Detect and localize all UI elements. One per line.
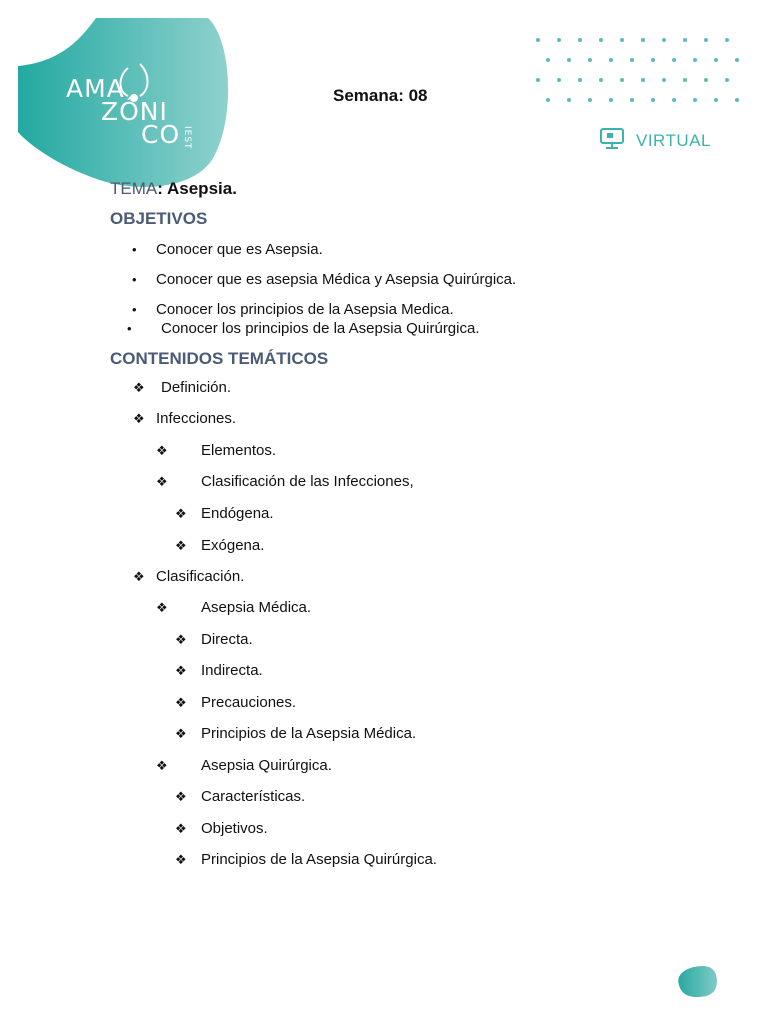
decorative-dot bbox=[725, 38, 729, 42]
topic-key: TEMA bbox=[110, 179, 158, 198]
topic-value: Asepsia. bbox=[167, 179, 237, 198]
decorative-dot bbox=[725, 78, 729, 82]
content-item: Clasificación. bbox=[156, 568, 245, 585]
decorative-dot bbox=[557, 38, 561, 42]
content-item: Características. bbox=[201, 788, 306, 805]
diamond-bullet-icon: ❖ bbox=[156, 600, 168, 615]
diamond-bullet-icon: ❖ bbox=[156, 443, 168, 458]
decorative-dot bbox=[557, 78, 561, 82]
content-item: Exógena. bbox=[201, 537, 265, 554]
bullet-icon: • bbox=[132, 302, 137, 317]
diamond-bullet-icon: ❖ bbox=[156, 758, 168, 773]
content-item: Asepsia Quirúrgica. bbox=[201, 757, 332, 774]
diamond-bullet-icon: ❖ bbox=[175, 538, 187, 553]
topic-line: TEMA: Asepsia. bbox=[110, 179, 237, 198]
decorative-dot bbox=[704, 38, 708, 42]
decorative-dot bbox=[578, 38, 582, 42]
diamond-bullet-icon: ❖ bbox=[156, 474, 168, 489]
objective-item: Conocer los principios de la Asepsia Quirúrgica. bbox=[161, 320, 480, 337]
decorative-dot bbox=[683, 78, 687, 82]
diamond-bullet-icon: ❖ bbox=[175, 632, 187, 647]
content-item: Indirecta. bbox=[201, 662, 263, 679]
decorative-dot bbox=[536, 38, 540, 42]
decorative-dot bbox=[536, 78, 540, 82]
diamond-bullet-icon: ❖ bbox=[133, 411, 145, 426]
decorative-dot bbox=[620, 38, 624, 42]
diamond-bullet-icon: ❖ bbox=[175, 726, 187, 741]
decorative-dot bbox=[735, 98, 739, 102]
footer-decoration bbox=[675, 963, 721, 999]
monitor-icon bbox=[598, 126, 626, 155]
logo-line-2: ZÓNI bbox=[101, 97, 168, 126]
decorative-dot bbox=[641, 78, 645, 82]
content-item: Infecciones. bbox=[156, 410, 237, 427]
decorative-dot bbox=[693, 58, 697, 62]
decorative-dot bbox=[662, 78, 666, 82]
objective-item: Conocer que es Asepsia. bbox=[156, 241, 323, 258]
decorative-dot bbox=[609, 58, 613, 62]
decorative-dot bbox=[714, 58, 718, 62]
diamond-bullet-icon: ❖ bbox=[175, 663, 187, 678]
content-item: Objetivos. bbox=[201, 820, 268, 837]
brand-logo bbox=[0, 0, 250, 200]
decorative-dot bbox=[683, 38, 687, 42]
content-item: Clasificación de las Infecciones, bbox=[201, 473, 414, 490]
content-item: Precauciones. bbox=[201, 694, 297, 711]
decorative-dot bbox=[672, 58, 676, 62]
dot-pattern bbox=[530, 32, 750, 108]
diamond-bullet-icon: ❖ bbox=[175, 821, 187, 836]
decorative-dot bbox=[620, 78, 624, 82]
decorative-dot bbox=[651, 58, 655, 62]
decorative-dot bbox=[609, 98, 613, 102]
diamond-bullet-icon: ❖ bbox=[175, 789, 187, 804]
objectives-heading: OBJETIVOS bbox=[110, 209, 208, 228]
content-item: Asepsia Médica. bbox=[201, 599, 312, 616]
content-item: Endógena. bbox=[201, 505, 274, 522]
decorative-dot bbox=[662, 38, 666, 42]
decorative-dot bbox=[546, 98, 550, 102]
content-item: Principios de la Asepsia Médica. bbox=[201, 725, 417, 742]
diamond-bullet-icon: ❖ bbox=[133, 380, 145, 395]
week-heading: Semana: 08 bbox=[333, 86, 428, 105]
objective-item: Conocer que es asepsia Médica y Asepsia Quirúrgica. bbox=[156, 271, 517, 288]
decorative-dot bbox=[714, 98, 718, 102]
virtual-badge bbox=[598, 126, 711, 155]
bullet-icon: • bbox=[132, 242, 137, 257]
diamond-bullet-icon: ❖ bbox=[175, 506, 187, 521]
virtual-label: VIRTUAL bbox=[636, 130, 711, 150]
diamond-bullet-icon: ❖ bbox=[175, 852, 187, 867]
content-item: Elementos. bbox=[201, 442, 277, 459]
contents-heading: CONTENIDOS TEMÁTICOS bbox=[110, 349, 329, 368]
diamond-bullet-icon: ❖ bbox=[175, 695, 187, 710]
decorative-dot bbox=[735, 58, 739, 62]
decorative-dot bbox=[630, 98, 634, 102]
decorative-dot bbox=[599, 78, 603, 82]
content-item: Definición. bbox=[161, 379, 232, 396]
bullet-icon: • bbox=[132, 272, 137, 287]
decorative-dot bbox=[588, 98, 592, 102]
content-item: Principios de la Asepsia Quirúrgica. bbox=[201, 851, 437, 868]
decorative-dot bbox=[693, 98, 697, 102]
diamond-bullet-icon: ❖ bbox=[133, 569, 145, 584]
logo-line-1: AMA bbox=[66, 74, 125, 103]
decorative-dot bbox=[630, 58, 634, 62]
objective-item: Conocer los principios de la Asepsia Medica. bbox=[156, 301, 454, 318]
decorative-dot bbox=[651, 98, 655, 102]
decorative-dot bbox=[588, 58, 592, 62]
decorative-dot bbox=[578, 78, 582, 82]
decorative-dot bbox=[546, 58, 550, 62]
decorative-dot bbox=[567, 98, 571, 102]
logo-side-text: IEST bbox=[182, 126, 192, 150]
decorative-dot bbox=[641, 38, 645, 42]
decorative-dot bbox=[672, 98, 676, 102]
bullet-icon: • bbox=[127, 321, 132, 336]
content-item: Directa. bbox=[201, 631, 253, 648]
decorative-dot bbox=[599, 38, 603, 42]
decorative-dot bbox=[567, 58, 571, 62]
logo-line-3: CO bbox=[141, 120, 181, 149]
decorative-dot bbox=[704, 78, 708, 82]
